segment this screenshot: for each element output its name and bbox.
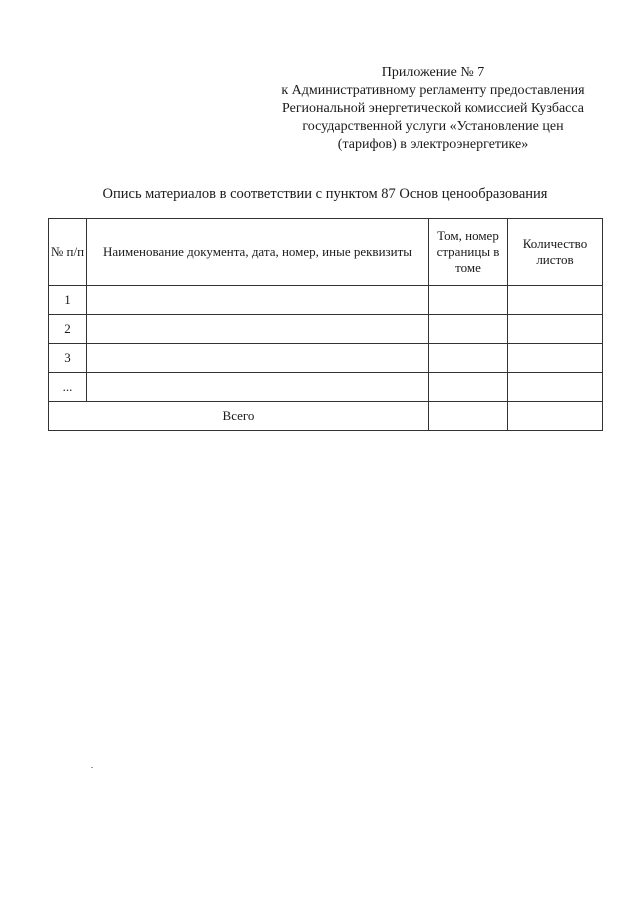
row-volume-page [429, 344, 508, 373]
row-sheet-count [508, 344, 603, 373]
row-number: 3 [49, 344, 87, 373]
appendix-reference-line: Региональной энергетической комиссией Кузбасса [282, 101, 584, 116]
row-sheet-count [508, 315, 603, 344]
table-row [49, 373, 603, 402]
table-row [49, 286, 603, 315]
row-document-name [87, 315, 429, 344]
appendix-reference-line: государственной услуги «Установление цен [302, 119, 564, 134]
header-volume-page: Том, номер страницы в томе [429, 219, 508, 286]
header-document-name: Наименование документа, дата, номер, иные реквизиты [87, 219, 429, 286]
row-volume-page [429, 286, 508, 315]
row-volume-page [429, 373, 508, 402]
total-volume-page [429, 402, 508, 431]
table-row [49, 315, 603, 344]
row-number: 1 [49, 286, 87, 315]
appendix-reference-line: к Административному регламенту предоставления [281, 83, 585, 98]
row-sheet-count [508, 286, 603, 315]
row-document-name [87, 373, 429, 402]
total-label: Всего [49, 402, 429, 431]
row-sheet-count [508, 373, 603, 402]
row-number: ... [49, 373, 87, 402]
appendix-reference-line: (тарифов) в электроэнергетике» [337, 137, 529, 152]
appendix-number: Приложение № 7 [381, 65, 485, 80]
row-number: 2 [49, 315, 87, 344]
row-document-name [87, 286, 429, 315]
table-total-row [49, 402, 603, 431]
row-volume-page [429, 315, 508, 344]
header-number: № п/п [49, 219, 87, 286]
total-sheet-count [508, 402, 603, 431]
table-header-row [49, 219, 603, 286]
scan-speck [91, 767, 93, 768]
header-sheet-count: Количество листов [508, 219, 603, 286]
table-row [49, 344, 603, 373]
document-title: Опись материалов в соответствии с пунктом 87 Основ ценообразования [102, 186, 548, 202]
row-document-name [87, 344, 429, 373]
inventory-table [48, 218, 603, 431]
appendix-header [250, 64, 616, 154]
